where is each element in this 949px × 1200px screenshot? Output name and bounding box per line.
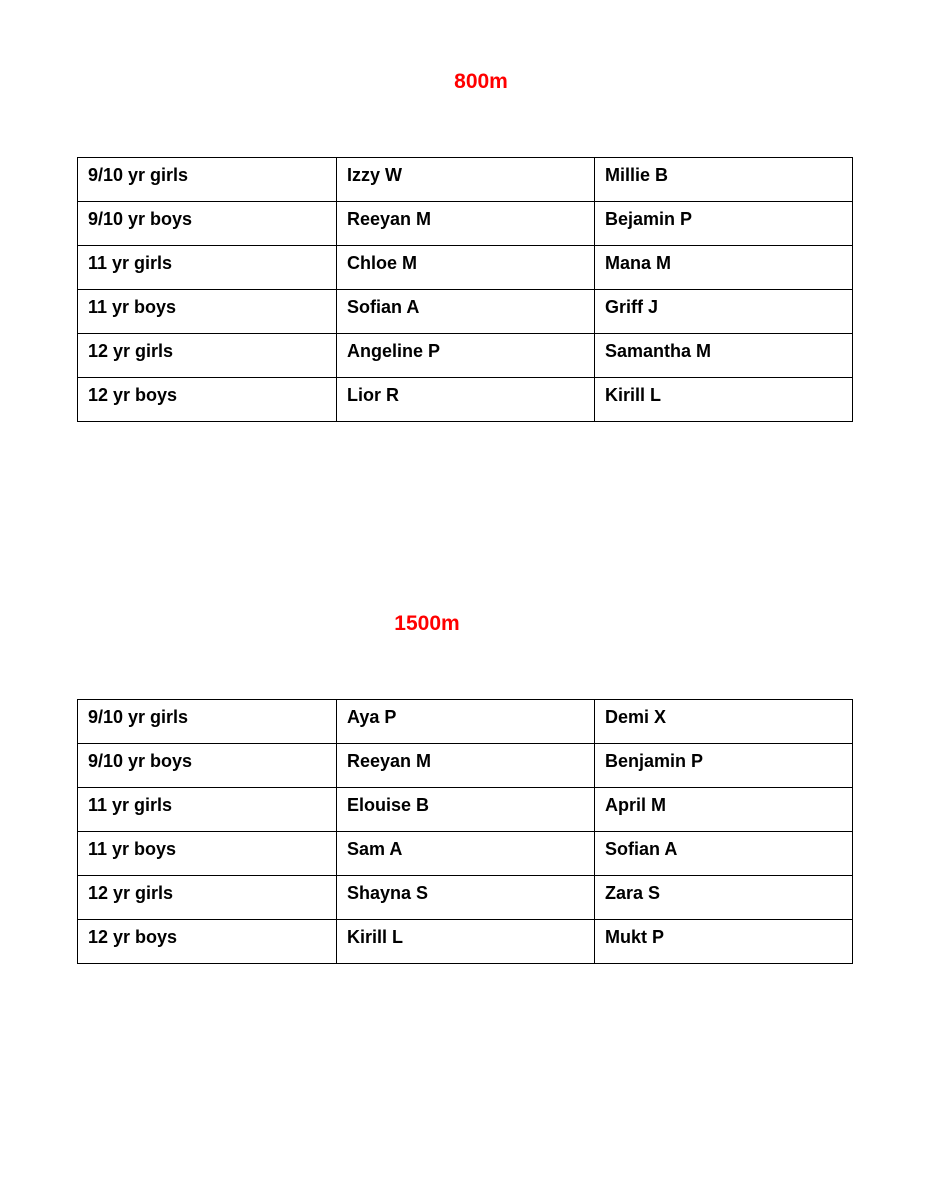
second-name-cell: Demi X bbox=[595, 700, 853, 744]
results-table-1500m bbox=[77, 699, 853, 964]
category-cell: 9/10 yr girls bbox=[78, 158, 337, 202]
first-name-cell: Angeline P bbox=[337, 334, 595, 378]
second-name-cell: Samantha M bbox=[595, 334, 853, 378]
category-cell: 12 yr girls bbox=[78, 334, 337, 378]
first-name-cell: Sam A bbox=[337, 832, 595, 876]
first-name-cell: Lior R bbox=[337, 378, 595, 422]
results-table-800m bbox=[77, 157, 853, 422]
table-row bbox=[78, 290, 853, 334]
table-row bbox=[78, 876, 853, 920]
category-cell: 9/10 yr boys bbox=[78, 744, 337, 788]
table-row bbox=[78, 158, 853, 202]
category-cell: 11 yr girls bbox=[78, 246, 337, 290]
second-name-cell: Griff J bbox=[595, 290, 853, 334]
first-name-cell: Chloe M bbox=[337, 246, 595, 290]
first-name-cell: Elouise B bbox=[337, 788, 595, 832]
section-title-1500m: 1500m bbox=[394, 612, 460, 635]
first-name-cell: Izzy W bbox=[337, 158, 595, 202]
category-cell: 11 yr girls bbox=[78, 788, 337, 832]
category-cell: 12 yr boys bbox=[78, 920, 337, 964]
first-name-cell: Shayna S bbox=[337, 876, 595, 920]
second-name-cell: Sofian A bbox=[595, 832, 853, 876]
second-name-cell: Benjamin P bbox=[595, 744, 853, 788]
category-cell: 9/10 yr girls bbox=[78, 700, 337, 744]
category-cell: 9/10 yr boys bbox=[78, 202, 337, 246]
first-name-cell: Reeyan M bbox=[337, 202, 595, 246]
table-row bbox=[78, 378, 853, 422]
table-row bbox=[78, 700, 853, 744]
table-row bbox=[78, 744, 853, 788]
category-cell: 11 yr boys bbox=[78, 290, 337, 334]
second-name-cell: Mana M bbox=[595, 246, 853, 290]
first-name-cell: Reeyan M bbox=[337, 744, 595, 788]
category-cell: 12 yr boys bbox=[78, 378, 337, 422]
table-row bbox=[78, 246, 853, 290]
second-name-cell: Millie B bbox=[595, 158, 853, 202]
section-title-800m: 800m bbox=[454, 70, 508, 93]
table-row bbox=[78, 334, 853, 378]
first-name-cell: Kirill L bbox=[337, 920, 595, 964]
table-row bbox=[78, 832, 853, 876]
table-row bbox=[78, 920, 853, 964]
category-cell: 11 yr boys bbox=[78, 832, 337, 876]
second-name-cell: April M bbox=[595, 788, 853, 832]
second-name-cell: Mukt P bbox=[595, 920, 853, 964]
second-name-cell: Zara S bbox=[595, 876, 853, 920]
table-row bbox=[78, 202, 853, 246]
first-name-cell: Aya P bbox=[337, 700, 595, 744]
table-row bbox=[78, 788, 853, 832]
category-cell: 12 yr girls bbox=[78, 876, 337, 920]
second-name-cell: Bejamin P bbox=[595, 202, 853, 246]
first-name-cell: Sofian A bbox=[337, 290, 595, 334]
second-name-cell: Kirill L bbox=[595, 378, 853, 422]
